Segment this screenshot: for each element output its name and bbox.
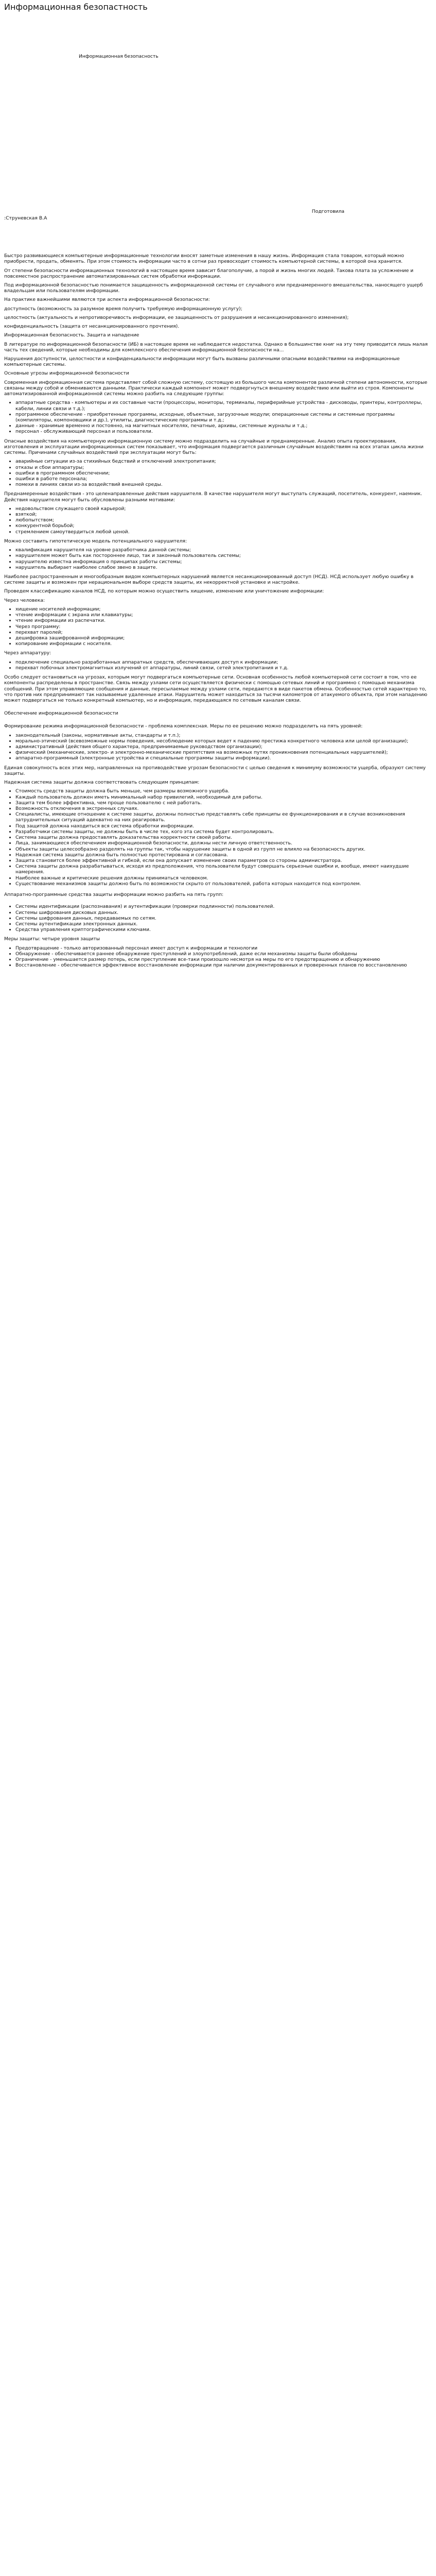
prepared-by-label: Подготовила	[311, 208, 344, 214]
via-hardware-list	[4, 659, 432, 671]
paragraph: Современная информационная система представляет собой сложную систему, состоящую из большого числа компонентов различной степени автономности, которые связаны между собой и обмениваются данными. Практически каждый компонент может подвергнуться внешнему воздействию или выйти из строя. Компоненты автоматизированной информационной системы можно разбить на следующие группы:	[4, 379, 427, 397]
list-item: • Защита становится более эффективной и гибкой, если она допускает изменение своих параметров со стороны администратора.	[15, 858, 432, 863]
paragraph: Под информационной безопасностью понимается защищенность информационной системы от случайного или преднамеренного вмешательства, наносящего ущерб владельцам или пользователям информации.	[4, 282, 423, 294]
list-item: • Объекты защиты целесообразно разделять на группы так, чтобы нарушение защиты в одной из групп не влияло на безопасность других.	[15, 846, 432, 852]
section-heading: Обеспечение информационной безопасности	[4, 710, 118, 717]
paragraph: целостность (актуальность и непротиворечивость информации, ее защищенность от разрушения и несанкционированного изменения);	[4, 314, 349, 320]
list-item: • Системы идентификации (распознавания) и аутентификации (проверки подлинности) пользователей.	[15, 904, 432, 909]
section-heading: Меры защиты: четыре уровня защиты	[4, 936, 100, 942]
section-heading: Основные угрозы информационной безопасности	[4, 370, 129, 377]
list-item: • Системы шифрования дисковых данных.	[15, 910, 432, 916]
list-item: • Существование механизмов защиты должно быть по возможности скрыто от пользователей, работа которых находится под контролем.	[15, 881, 432, 887]
list-item: • отказы и сбои аппаратуры;	[15, 465, 432, 470]
random-causes-list	[4, 459, 432, 487]
list-item: • Системы шифрования данных, передаваемых по сетям.	[15, 916, 432, 921]
page-title: Информационная безопастность	[4, 2, 148, 12]
paragraph: На практике важнейшими являются три аспекта информационной безопасности:	[4, 297, 210, 303]
list-item: • Система защиты должна предоставлять доказательства корректности своей работы.	[15, 835, 432, 840]
list-item: • Защита тем более эффективна, чем проще пользователю с ней работать.	[15, 800, 432, 806]
paragraph: Опасные воздействия на компьютерную информационную систему можно подразделить на случайные и преднамеренные. Анализ опыта проектирования, изготовления и эксплуатации информационных систем показывает, что информация подвергается различным случайным воздействиям на всех этапах цикла жизни системы. Причинами случайных воздействий при эксплуатации могут быть:	[4, 438, 424, 456]
list-item: • аппаратно-программный (электронные устройства и специальные программы защиты информации).	[15, 755, 432, 761]
list-item: • Лица, занимающиеся обеспечением информационной безопасности, должны нести личную ответственность.	[15, 840, 432, 846]
paragraph: Проведем классификацию каналов НСД, по которым можно осуществить хищение, изменение или уничтожение информации:	[4, 588, 324, 595]
list-item: • Через программу:	[15, 624, 432, 630]
violator-model-list	[4, 547, 432, 570]
paragraph: Формирование режима информационной безопасности - проблема комплексная. Меры по ее решению можно подразделить на пять уровней:	[4, 723, 363, 730]
paragraph: Особо следует остановиться на угрозах, которым могут подвергаться компьютерные сети. Основная особенность любой компьютерной сети состоит в том, что ее компоненты распределены в пространстве. Связь между узлами сети осуществляется физически с помощью сетевых линий и программно с помощью механизма сообщений. При этом управляющие сообщения и данные, пересылаемые между узлами сети, передаются в виде пакетов обмена. Особенностью сетей характерно то, что против них предпринимают так называемые удаленные атаки. Нарушитель может находиться за тысячи километров от атакуемого объекта, при этом нападению может подвергаться не только конкретный компьютер, но и информация, передающаяся по сетевым каналам связи.	[4, 674, 427, 703]
list-item: • Стоимость средств защиты должна быть меньше, чем размеры возможного ущерба.	[15, 788, 432, 794]
list-item: • Предотвращение - только авторизованный персонал имеет доступ к информации и технологии	[15, 945, 432, 951]
list-item: • недовольством служащего своей карьерой;	[15, 506, 432, 512]
list-item: • нарушитель выбирает наиболее слабое звено в защите.	[15, 565, 432, 570]
list-item: • перехват побочных электромагнитных излучений от аппаратуры, линий связи, сетей электропитания и т.д.	[15, 665, 432, 671]
section-heading: Информационная безопасность. Защита и нападение	[4, 332, 139, 338]
list-item: • дешифровка зашифрованной информации;	[15, 635, 432, 641]
components-list	[4, 400, 432, 434]
list-item: • Восстановление - обеспечивается эффективное восстановление информации при наличии документированных и проверенных планов по восстановлению	[15, 962, 432, 968]
list-item: • нарушителю известна информация о принципах работы системы;	[15, 559, 432, 565]
list-item: • персонал - обслуживающий персонал и пользователи.	[15, 429, 432, 434]
list-item: • морально-этический (всевозможные нормы поведения, несоблюдение которых ведет к падению престижа конкретного человека или целой организации);	[15, 738, 432, 744]
levels-list	[4, 733, 432, 761]
paragraph: Надежная система защиты должна соответствовать следующим принципам:	[4, 779, 200, 786]
list-item: • нарушителем может быть как постороннее лицо, так и законный пользователь системы;	[15, 553, 432, 558]
hw-sw-groups-list	[4, 904, 432, 933]
list-item: • административный (действия общего характера, предпринимаемые руководством организации);	[15, 744, 432, 750]
paragraph: Можно составить гипотетическую модель потенциального нарушителя:	[4, 538, 187, 544]
list-item: • программное обеспечение - приобретенные программы, исходные, объектные, загрузочные модули; операционные системы и системные программы (компиляторы, компоновщики и др.), утилиты, диагностические программы и т.д.;	[15, 412, 432, 423]
list-item: • законодательный (законы, нормативные акты, стандарты и т.п.);	[15, 733, 432, 738]
list-item: • хищение носителей информации;	[15, 606, 432, 612]
list-item: • копирование информации с носителя.	[15, 641, 432, 647]
paragraph: От степени безопасности информационных технологий в настоящее время зависит благополучие, а порой и жизнь многих людей. Такова плата за усложнение и повсеместное распространение автоматизированных систем обработки информации.	[4, 267, 414, 279]
list-item: • чтение информации с экрана или клавиатуры;	[15, 612, 432, 618]
intro-section	[4, 253, 432, 397]
paragraph: Нарушения доступности, целостности и конфиденциальности информации могут быть вызваны различными опасными воздействиями на информационные компьютерные системы.	[4, 356, 400, 368]
author-name: :Струневская В.А	[4, 215, 47, 221]
list-item: • Система защиты должна разрабатываться, исходя из предположения, что пользователи будут совершать серьезные ошибки и, вообще, имеют наихудшие намерения.	[15, 863, 432, 875]
list-item: • стремлением самоутвердиться любой ценой.	[15, 529, 432, 535]
list-item: • Наиболее важные и критические решения должны приниматься человеком.	[15, 875, 432, 881]
list-item: • конкурентной борьбой;	[15, 523, 432, 529]
paragraph: Через аппаратуру:	[4, 650, 51, 656]
list-item: • физический (механические, электро- и электронно-механические препятствия на возможных путях проникновения потенциальных нарушителей);	[15, 750, 432, 755]
paragraph: Преднамеренные воздействия - это целенаправленные действия нарушителя. В качестве нарушителя могут выступать служащий, посетитель, конкурент, наемник. Действия нарушителя могут быть обусловлены разными мотивами:	[4, 491, 423, 503]
list-item: • Возможность отключения в экстренных случаях.	[15, 806, 432, 811]
document-title: Информационная безопасность	[79, 53, 159, 59]
list-item: • помехи в линиях связи из-за воздействий внешней среды.	[15, 482, 432, 487]
list-item: • Каждый пользователь должен иметь минимальный набор привилегий, необходимый для работы.	[15, 794, 432, 800]
list-item: • Обнаружение - обеспечивается раннее обнаружение преступлений и злоупотреблений, даже если механизмы защиты были обойдены	[15, 951, 432, 957]
paragraph: Через человека:	[4, 597, 45, 603]
paragraph: Быстро развивающиеся компьютерные информационные технологии вносят заметные изменения в нашу жизнь. Информация стала товаром, который можно приобрести, продать, обменять. При этом стоимость информации часто в сотни раз превосходит стоимость компьютерной системы, в которой она хранится.	[4, 253, 404, 265]
paragraph: Аппаратно-программные средства защиты информации можно разбить на пять групп:	[4, 892, 224, 898]
list-item: • Системы аутентификации электронных данных.	[15, 921, 432, 927]
list-item: • Средства управления криптографическими ключами.	[15, 927, 432, 933]
list-item: • взяткой;	[15, 512, 432, 517]
list-item: • аппаратные средства - компьютеры и их составные части (процессоры, мониторы, терминалы, периферийные устройства - дисководы, принтеры, контроллеры, кабели, линии связи и т.д.);	[15, 400, 432, 411]
list-item: • Специалисты, имеющие отношение к системе защиты, должны полностью представлять себе принципы ее функционирования и в случае возникновения затруднительных ситуаций адекватно на них реагировать.	[15, 811, 432, 823]
list-item: • ошибки в работе персонала;	[15, 476, 432, 482]
paragraph: В литературе по информационной безопасности (ИБ) в настоящее время не наблюдается недостатка. Однако в большинстве книг на эту тему приводится лишь малая часть тех сведений, которые необходимы для комплексного обеспечения информационной безопасности на...	[4, 341, 428, 353]
list-item: • Надежная система защиты должна быть полностью протестирована и согласована.	[15, 852, 432, 858]
list-item: • Ограничение - уменьшается размер потерь, если преступление все-таки произошло несмотря на меры по его предотвращению и обнаружению	[15, 957, 432, 962]
list-item: • подключение специально разработанных аппаратных средств, обеспечивающих доступ к информации;	[15, 659, 432, 665]
list-item: • Под защитой должна находиться вся система обработки информации.	[15, 823, 432, 829]
measures-list	[4, 945, 432, 969]
list-item: • Разработчики системы защиты, не должны быть в числе тех, кого эта система будет контролировать.	[15, 829, 432, 835]
motives-list	[4, 506, 432, 535]
principles-list	[4, 788, 432, 887]
list-item: • квалификация нарушителя на уровне разработчика данной системы;	[15, 547, 432, 553]
list-item: • чтение информации из распечатки.	[15, 618, 432, 623]
list-item: • любопытством;	[15, 517, 432, 523]
list-item: • данные - хранимые временно и постоянно, на магнитных носителях, печатные, архивы, системные журналы и т.д.;	[15, 423, 432, 429]
paragraph: доступность (возможность за разумное время получить требуемую информационную услугу);	[4, 306, 242, 312]
list-item: • ошибки в программном обеспечении;	[15, 470, 432, 476]
paragraph: конфиденциальность (защита от несанкционированного прочтения).	[4, 324, 180, 330]
via-human-list	[4, 606, 432, 647]
paragraph: Единая совокупность всех этих мер, направленных на противодействие угрозам безопасности с целью сведения к минимуму возможности ущерба, образуют систему защиты.	[4, 765, 426, 776]
list-item: • перехват паролей;	[15, 630, 432, 635]
paragraph: Наиболее распространенным и многообразным видом компьютерных нарушений является несанкционированный доступ (НСД). НСД использует любую ошибку в системе защиты и возможен при нерациональном выборе средств защиты, их некорректной установке и настройке.	[4, 574, 414, 586]
list-item: • аварийные ситуации из-за стихийных бедствий и отключений электропитания;	[15, 459, 432, 464]
